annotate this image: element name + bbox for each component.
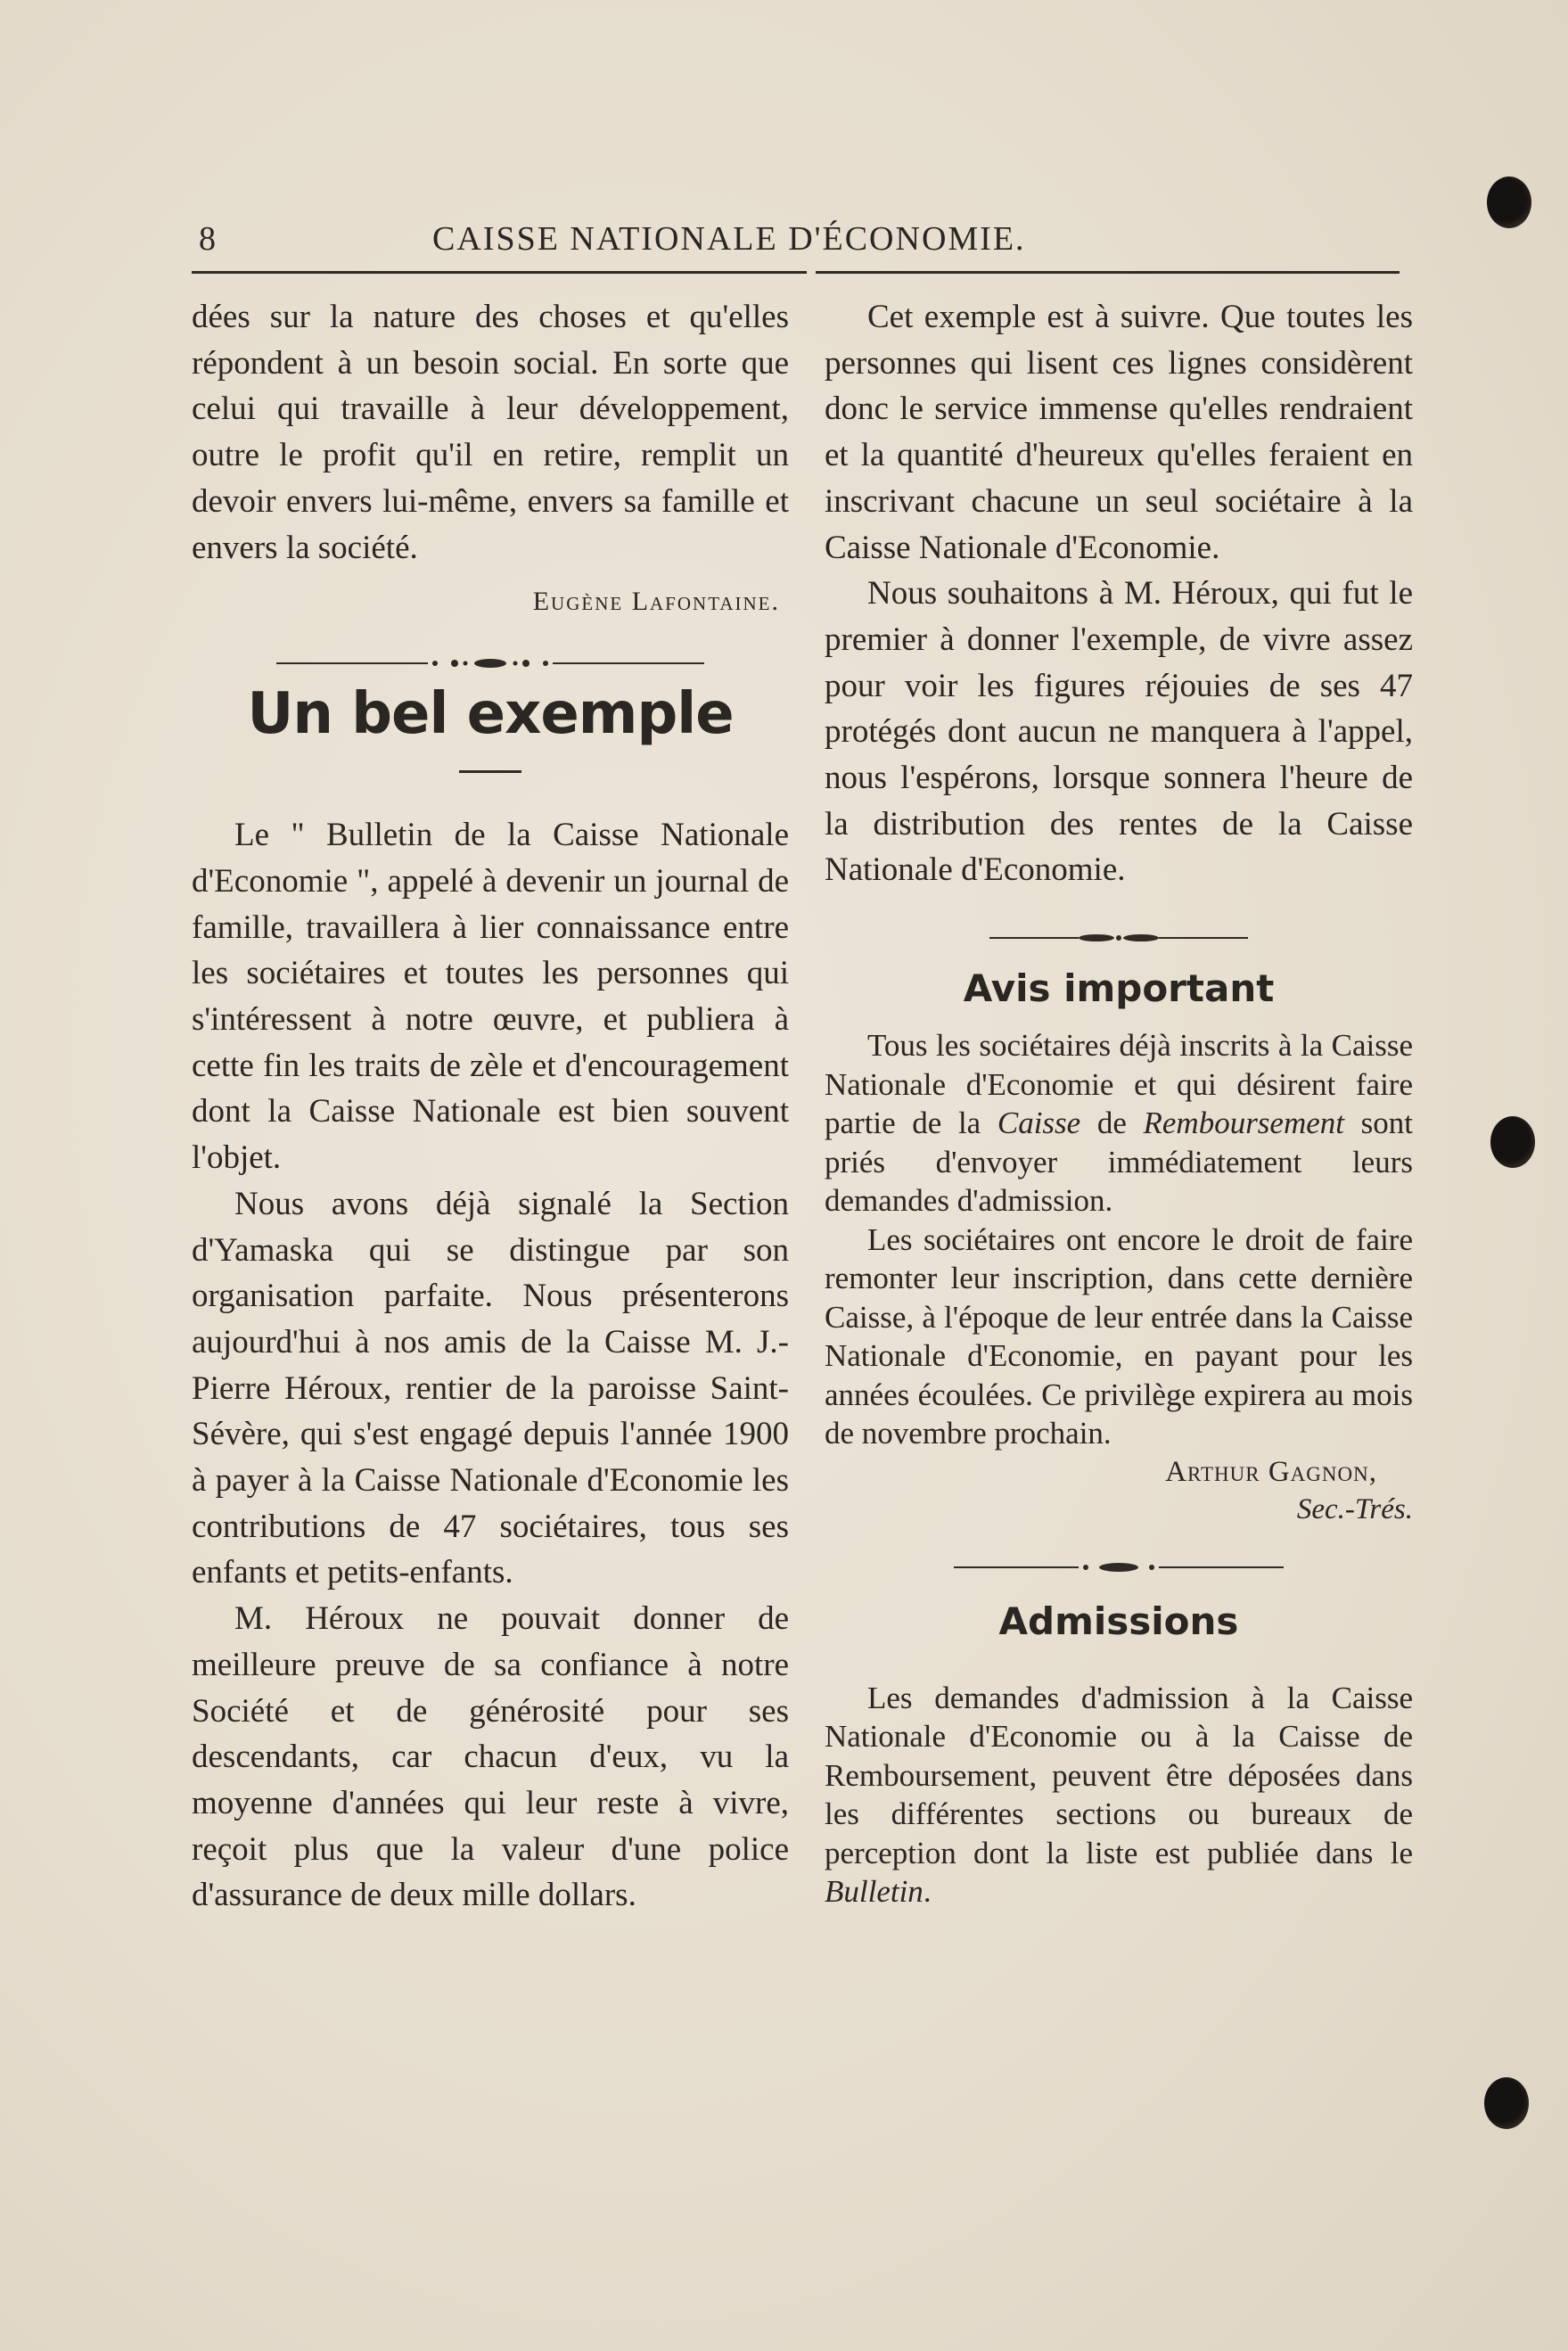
header-rule-right [816,271,1400,274]
avis-heading: Avis important [963,966,1275,1011]
punch-hole-middle [1490,1116,1535,1168]
header-rule-left [192,271,807,274]
ornament-divider [276,653,704,674]
avis-text-2: de [1080,1106,1144,1141]
running-title: CAISSE NATIONALE D'ÉCONOMIE. [432,220,1026,258]
avis-em-remboursement: Remboursement [1143,1106,1345,1141]
punch-hole-top [1487,177,1531,228]
avis-text-1: Tous les sociétaires déjà inscrits à la Caisse Nationale d'Economie et qui désirent faire partie de la [825,1028,1413,1141]
admissions-text-1: Les demandes d'admission à la Caisse Nationale d'Economie ou à la Caisse de Remboursement, peuvent être déposées dans les différentes sections ou bureaux de perception dont la liste est publiée dans le [825,1680,1413,1870]
avis-paragraph-1 [825,1026,1413,1221]
avis-text-3: sont priés d'envoyer immédiatement leurs demandes d'admission. [825,1106,1413,1219]
avis-em-caisse: Caisse [997,1106,1081,1141]
article-paragraph-2: Nous avons déjà signalé la Section d'Yamaska qui se distingue par son organisation parfaite. Nous présenterons aujourd'hui à nos amis de la Caisse M. J.-Pierre Héroux, rentier de la paroisse Saint-Sévère, qui s'est engagé depuis l'année 1900 à payer à la Caisse Nationale d'Economie les contributions de 47 sociétaires, tous ses enfants et petits-enfants. [192,1185,789,1591]
article-title: Un bel exemple [247,681,734,748]
title-underline [459,770,521,773]
admissions-paragraph [825,1679,1413,1911]
right-column [825,294,1413,1911]
left-column [192,294,789,1919]
avis-paragraph-2: Les sociétaires ont encore le droit de faire remonter leur inscription, dans cette dernière Caisse, à l'époque de leur entrée dans la Caisse Nationale d'Economie, en payant pour les années écoulées. Ce privilège expirera au mois de novembre prochain. [825,1221,1413,1451]
avis-signature-role-text: Sec.-Trés. [1296,1492,1413,1525]
punch-hole-bottom [1484,2077,1529,2129]
intro-paragraph: dées sur la nature des choses et qu'elles répondent à un besoin social. En sorte que celui qui travaille à leur développement, outre le profit qu'il en retire, remplit un devoir envers lui-même, envers sa famille et envers la société. [192,299,789,566]
intro-signature: Eugène Lafontaine. [532,587,780,617]
avis-signature-name: Arthur Gagnon, [1165,1455,1377,1488]
article-paragraph-1: Le " Bulletin de la Caisse Nationale d'Economie ", appelé à devenir un journal de famille, travaillera à lier connaissance entre les sociétaires et toutes les personnes qui s'intéressent à notre œuvre, et publiera à cette fin les traits de zèle et d'encouragement dont la Caisse Nationale est bien souvent l'objet. [192,817,789,1177]
right-paragraph-2: Nous souhaitons à M. Héroux, qui fut le premier à donner l'exemple, de vivre assez pour voir les figures réjouies de ses 47 protégés dont aucun ne manquera à l'appel, nous l'espérons, lorsque sonnera l'heure de la distribution des rentes de la Caisse Nationale d'Economie. [825,575,1413,889]
right-paragraph-1: Cet exemple est à suivre. Que toutes les personnes qui lisent ces lignes considèrent donc le service immense qu'elles rendraient et la quantité d'heureux qu'elles feraient en inscrivant chacune un seul sociétaire à la Caisse Nationale d'Economie. [825,299,1413,566]
page-header [192,214,1400,259]
admissions-text-2: . [923,1874,932,1910]
avis-signature-role [825,1491,1413,1528]
admissions-heading: Admissions [998,1599,1239,1643]
page-number: 8 [199,220,216,258]
article-paragraph-3: M. Héroux ne pouvait donner de meilleure preuve de sa confiance à notre Société et de générosité pour ses descendants, car chacun d'eux, vu la moyenne d'années qui leur reste à vivre, reçoit plus que la valeur d'une police d'assurance de deux mille dollars. [192,1600,789,1914]
admissions-em-bulletin: Bulletin [825,1874,924,1910]
ornament-divider-3 [954,1558,1284,1576]
ornament-divider-2 [989,929,1248,947]
